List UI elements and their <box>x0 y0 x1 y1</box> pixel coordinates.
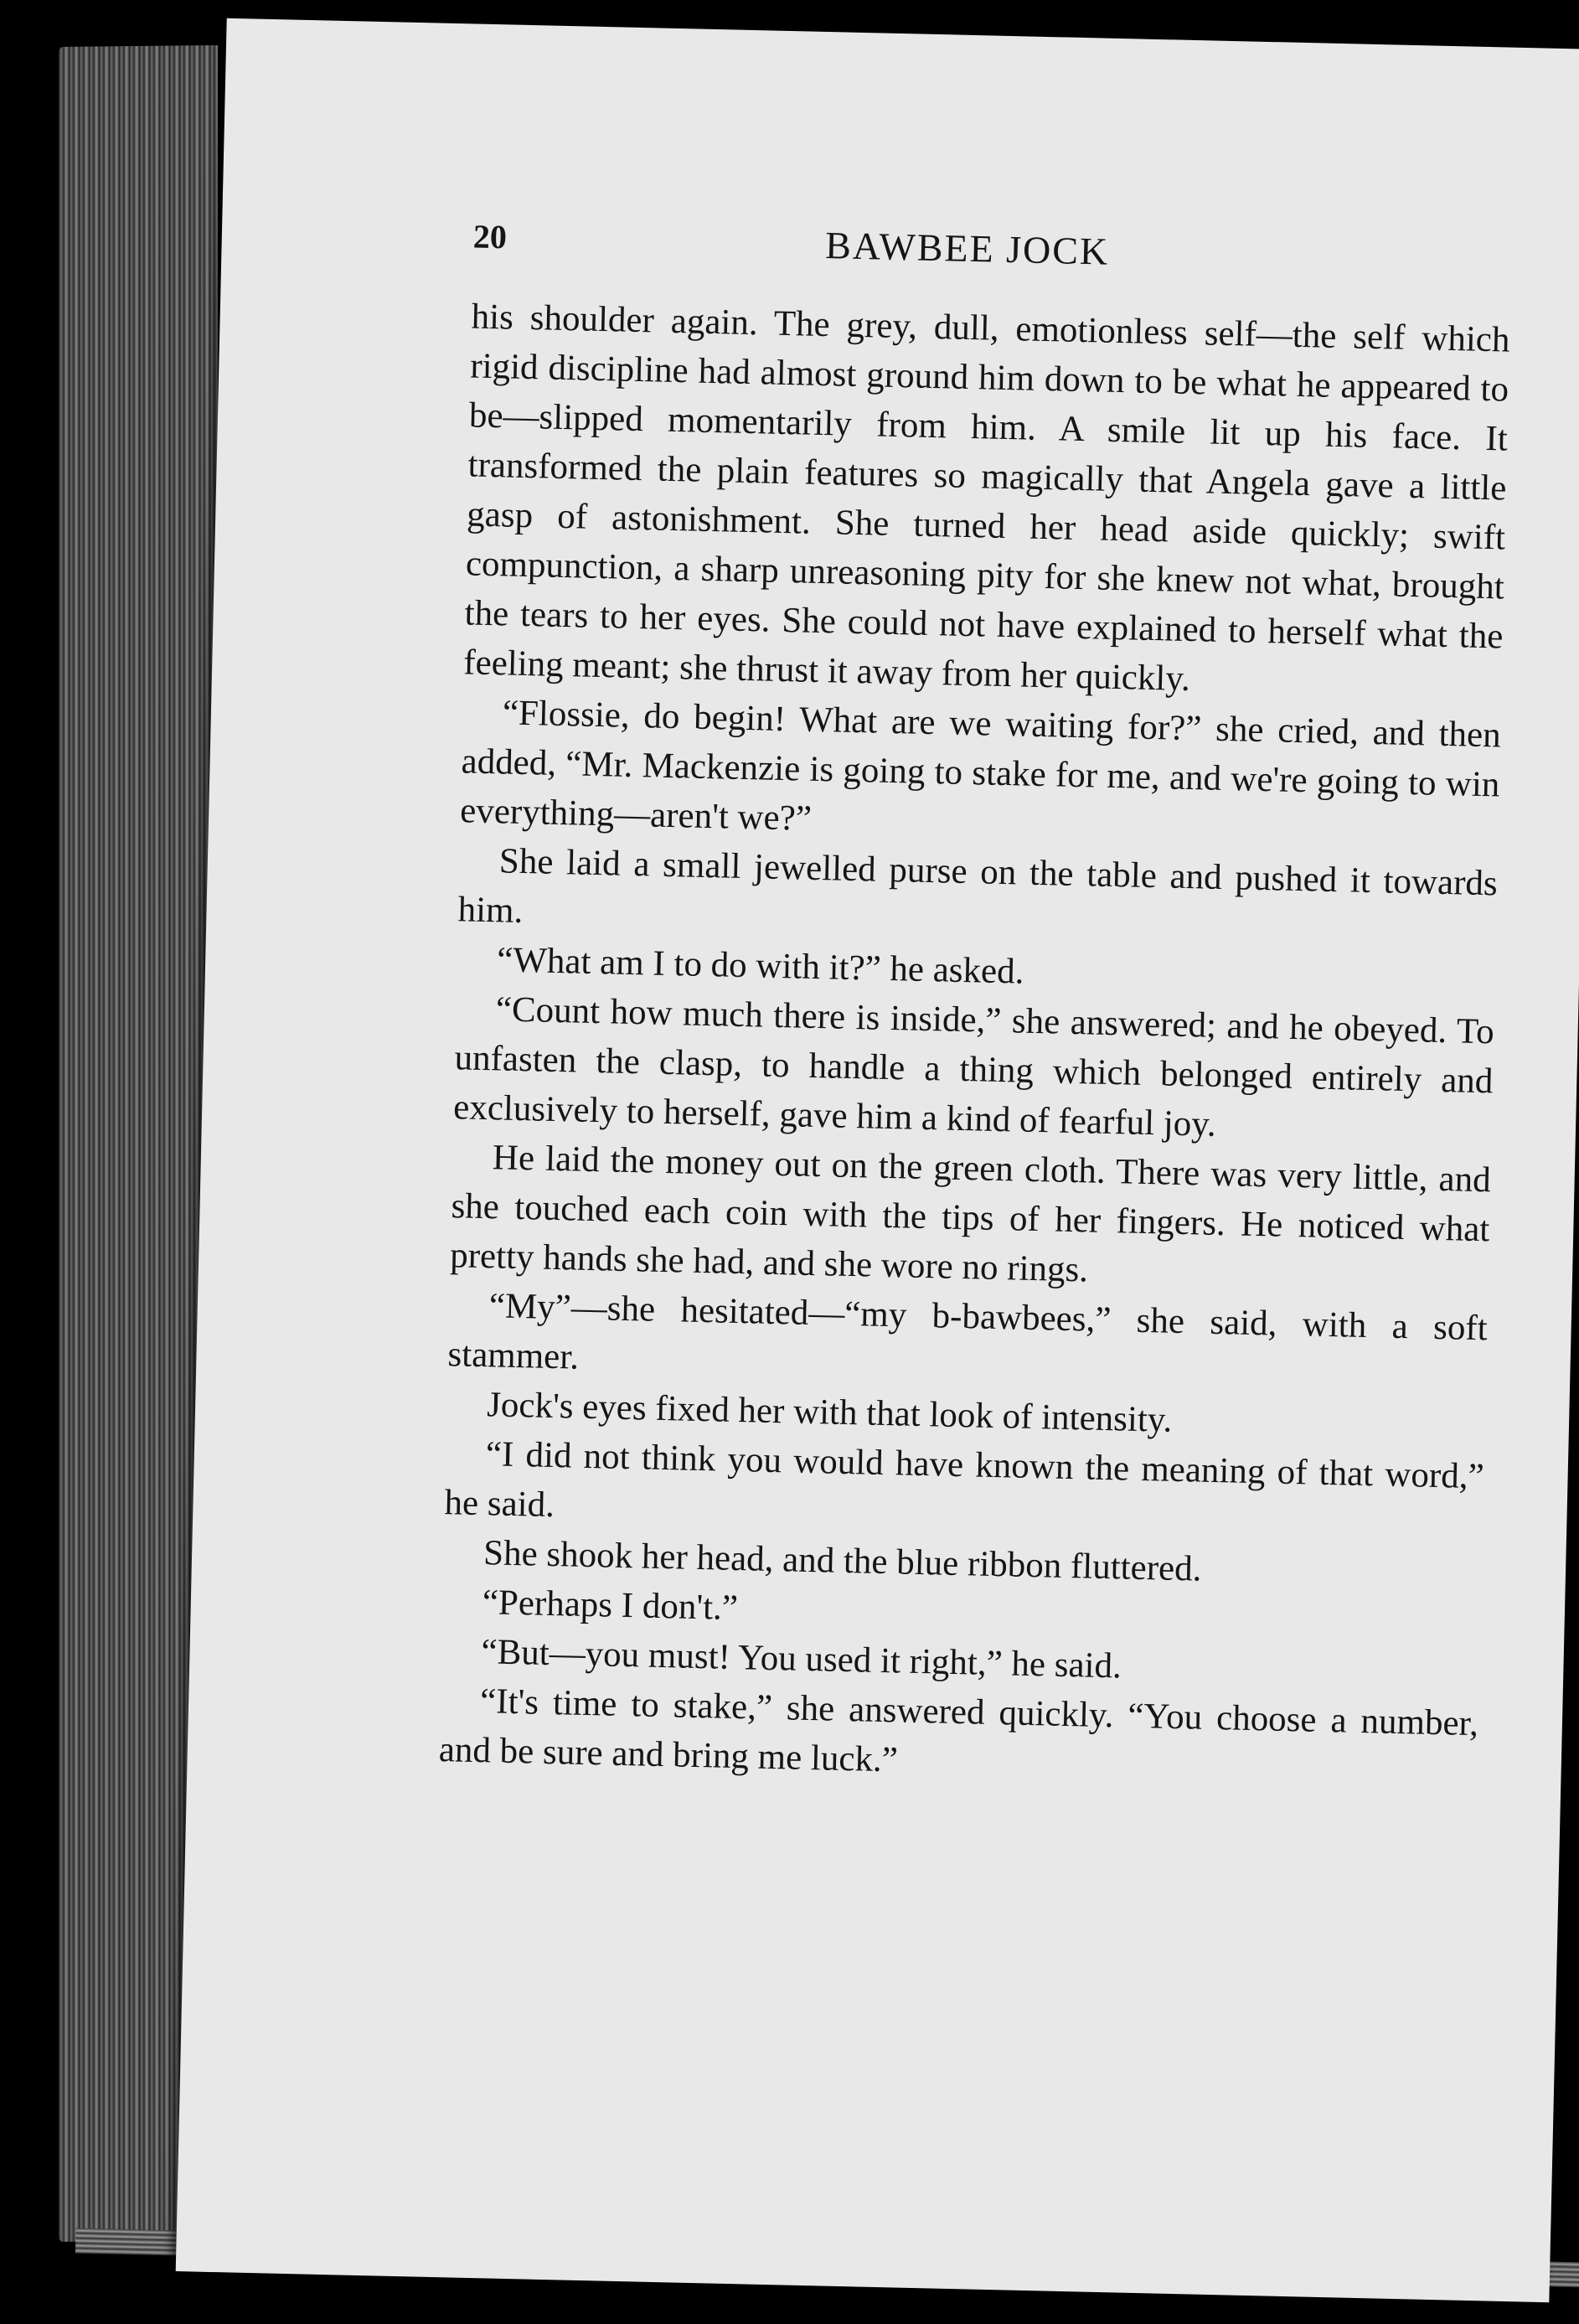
book-page <box>176 18 1579 2303</box>
paragraph: his shoulder again. The grey, dull, emotionless self—the self which rigid discipline had almost ground him down to be what he appeared to be—slipped momentarily from him. A smile lit up his face. It transformed the plain features so magically that Angela gave a little gasp of astonishment. She turned her head aside quickly; swift compunction, a sharp unreasoning pity for she knew not what, brought the tears to her eyes. She could not have explained to herself what the feeling meant; she thrust it away from her quickly. <box>462 297 1510 700</box>
running-head: BAWBEE JOCK <box>824 224 1110 273</box>
paragraph: “My”—she hesitated—“my b-bawbees,” she said, with a soft stammer. <box>447 1286 1489 1377</box>
paragraph: “What am I to do with it?” he asked. <box>496 940 1024 992</box>
paragraph: “But—you must! You used it right,” he said. <box>481 1632 1122 1686</box>
paragraph: “It's time to stake,” she answered quickly. “You choose a number, and be sure and bring me luck.” <box>438 1681 1479 1780</box>
body-text <box>438 292 1510 1798</box>
paragraph: She laid a small jewelled purse on the table and pushed it towards him. <box>457 841 1499 932</box>
paragraph: “Flossie, do begin! What are we waiting for?” she cried, and then added, “Mr. Mackenzie is going to stake for me, and we're going to win everything—aren't we?” <box>459 693 1502 839</box>
page-number: 20 <box>472 217 508 256</box>
paragraph: “I did not think you would have known the meaning of that word,” he said. <box>444 1434 1485 1526</box>
page-content <box>438 199 1512 1798</box>
paragraph: “Count how much there is inside,” she answered; and he obeyed. To unfasten the clasp, to handle a thing which belonged entirely and exclusively to herself, gave him a kind of fearful joy. <box>452 989 1495 1144</box>
paragraph: “Perhaps I don't.” <box>482 1583 739 1629</box>
paragraph: She shook her head, and the blue ribbon fluttered. <box>482 1533 1202 1589</box>
paragraph: He laid the money out on the green cloth. There was very little, and she touched each coin with the tips of her fingers. He noticed what pretty hands she had, and she wore no rings. <box>449 1138 1492 1290</box>
paragraph: Jock's eyes fixed her with that look of intensity. <box>486 1385 1173 1440</box>
